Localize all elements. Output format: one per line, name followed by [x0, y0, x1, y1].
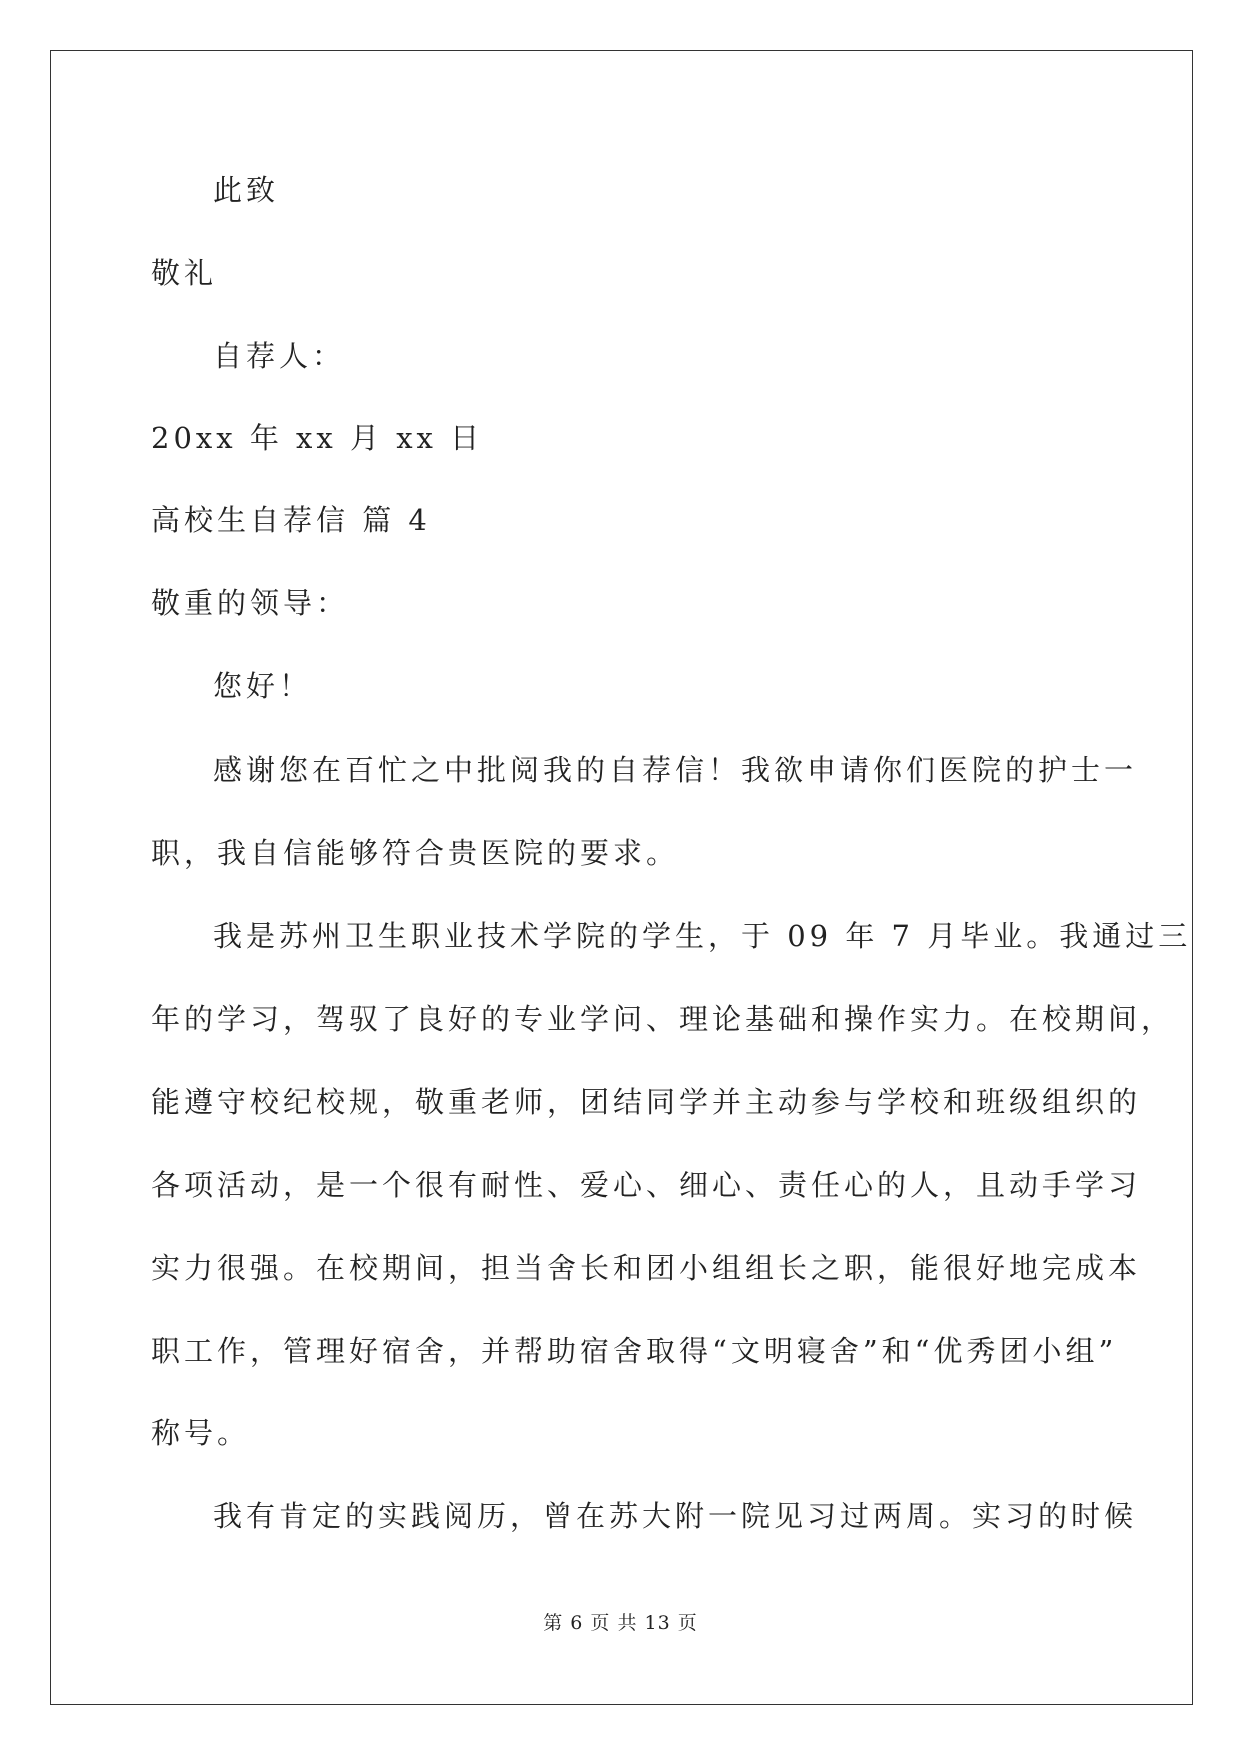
- paragraph-line: 称号。: [151, 1416, 251, 1450]
- paragraph-line: 实力很强。在校期间，担当舍长和团小组组长之职，能很好地完成本: [151, 1251, 1142, 1285]
- paragraph-line: 各项活动，是一个很有耐性、爱心、细心、责任心的人，且动手学习: [151, 1168, 1142, 1202]
- page-border: [50, 50, 1193, 1705]
- hello-line: 您好！: [213, 669, 313, 703]
- signature-line: 自荐人：: [213, 339, 346, 373]
- paragraph-line: 我有肯定的实践阅历，曾在苏大附一院见习过两周。实习的时候: [213, 1499, 1138, 1533]
- paragraph-line: 年的学习，驾驭了良好的专业学问、理论基础和操作实力。在校期间，: [151, 1002, 1175, 1036]
- paragraph-line: 感谢您在百忙之中批阅我的自荐信！我欲申请你们医院的护士一: [213, 753, 1138, 787]
- closing-line: 此致: [213, 173, 280, 207]
- date-line: 20xx 年 xx 月 xx 日: [151, 421, 484, 455]
- greeting-line: 敬重的领导：: [151, 586, 350, 620]
- paragraph-line: 能遵守校纪校规，敬重老师，团结同学并主动参与学校和班级组织的: [151, 1085, 1142, 1119]
- paragraph-line: 我是苏州卫生职业技术学院的学生，于 09 年 7 月毕业。我通过三: [213, 919, 1192, 953]
- section-title: 高校生自荐信 篇 4: [151, 503, 431, 537]
- page-number-footer: 第 6 页 共 13 页: [543, 1612, 698, 1634]
- paragraph-line: 职工作，管理好宿舍，并帮助宿舍取得“文明寝舍”和“优秀团小组”: [151, 1334, 1118, 1368]
- paragraph-line: 职，我自信能够符合贵医院的要求。: [151, 836, 680, 870]
- salutation-line: 敬礼: [151, 256, 218, 290]
